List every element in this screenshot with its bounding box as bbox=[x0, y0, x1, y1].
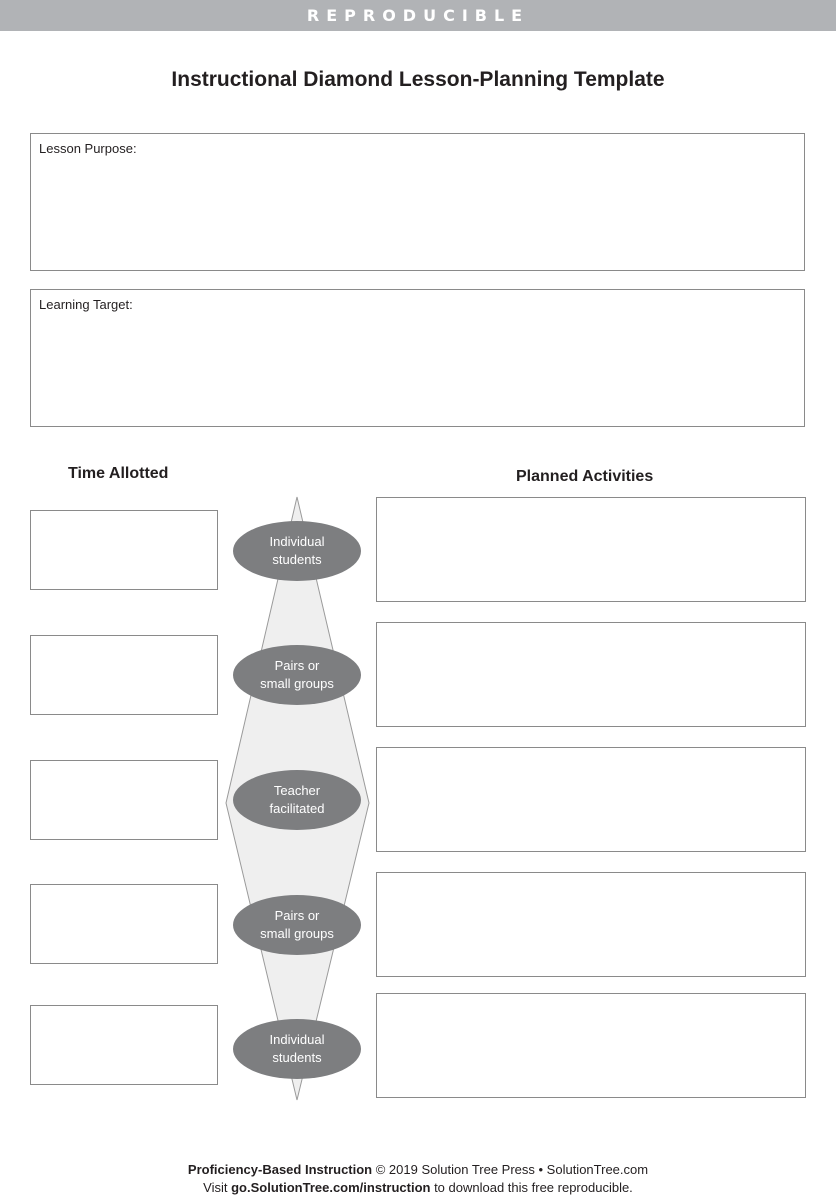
copyright-text: © 2019 Solution Tree Press • SolutionTree.com bbox=[372, 1162, 649, 1177]
planned-activity-field-1[interactable] bbox=[376, 497, 806, 602]
time-allotted-heading: Time Allotted bbox=[68, 465, 169, 482]
learning-target-label: Learning Target: bbox=[39, 297, 133, 312]
footer-credit-line bbox=[0, 1162, 836, 1177]
book-title: Proficiency-Based Instruction bbox=[187, 1162, 373, 1177]
reproducible-banner: REPRODUCIBLE bbox=[0, 0, 836, 31]
time-allotted-field-5[interactable] bbox=[30, 1005, 218, 1085]
stage-oval-pairs-small-groups bbox=[233, 645, 361, 705]
planned-activities-heading: Planned Activities bbox=[516, 468, 654, 485]
planned-activity-field-5[interactable] bbox=[376, 993, 806, 1098]
stage-oval-individual-students bbox=[233, 521, 361, 581]
page-title: Instructional Diamond Lesson-Planning Template bbox=[171, 68, 665, 91]
visit-prefix: Visit bbox=[203, 1180, 232, 1195]
stage-label: Individual students bbox=[269, 1032, 325, 1065]
stage-label: Teacher facilitated bbox=[269, 783, 325, 816]
time-allotted-field-4[interactable] bbox=[30, 884, 218, 964]
stage-label: Pairs or small groups bbox=[260, 908, 334, 941]
planned-activity-field-4[interactable] bbox=[376, 872, 806, 977]
planned-activity-field-2[interactable] bbox=[376, 622, 806, 727]
lesson-purpose-label: Lesson Purpose: bbox=[39, 141, 137, 156]
planned-activity-field-3[interactable] bbox=[376, 747, 806, 852]
stage-label: Pairs or small groups bbox=[260, 658, 334, 691]
time-allotted-field-1[interactable] bbox=[30, 510, 218, 590]
visit-suffix: to download this free reproducible. bbox=[430, 1180, 633, 1195]
footer-download-line bbox=[0, 1180, 836, 1195]
stage-label: Individual students bbox=[269, 534, 325, 567]
stage-oval-pairs-small-groups bbox=[233, 895, 361, 955]
download-url-link[interactable]: go.SolutionTree.com/instruction bbox=[231, 1180, 431, 1195]
time-allotted-field-2[interactable] bbox=[30, 635, 218, 715]
time-allotted-field-3[interactable] bbox=[30, 760, 218, 840]
stage-oval-individual-students bbox=[233, 1019, 361, 1079]
stage-oval-teacher-facilitated bbox=[233, 770, 361, 830]
